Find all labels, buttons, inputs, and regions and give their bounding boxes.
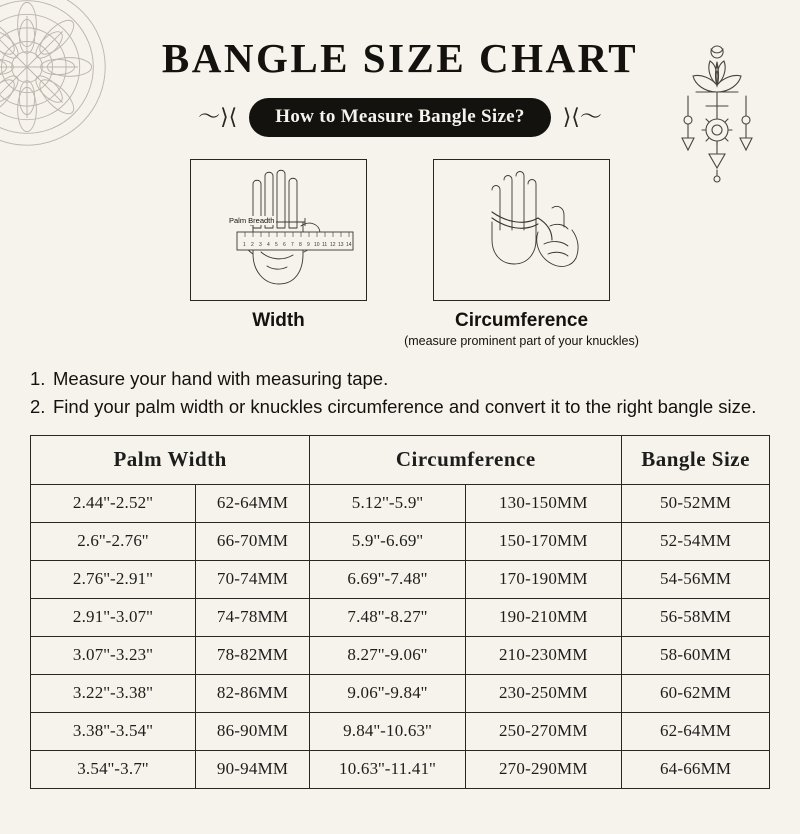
table-cell: 3.38''-3.54'' [31,713,196,751]
table-cell: 66-70MM [195,523,310,561]
figures-row [0,159,800,348]
table-cell: 2.6''-2.76'' [31,523,196,561]
table-cell: 82-86MM [195,675,310,713]
table-cell: 86-90MM [195,713,310,751]
table-cell: 74-78MM [195,599,310,637]
svg-text:11: 11 [322,242,328,248]
hand-with-ruler-illustration [190,159,367,301]
table-cell: 250-270MM [465,713,622,751]
table-cell: 2.76''-2.91'' [31,561,196,599]
step-text: Measure your hand with measuring tape. [53,368,389,389]
svg-text:12: 12 [330,242,336,248]
instruction-step [30,394,770,420]
instruction-step [30,366,770,392]
page-title: BANGLE SIZE CHART [161,35,639,81]
table-cell: 170-190MM [465,561,622,599]
table-cell: 9.06''-9.84'' [310,675,465,713]
svg-text:6: 6 [283,242,286,248]
figure-circumference-note: (measure prominent part of your knuckles) [404,334,639,348]
table-cell: 5.9''-6.69'' [310,523,465,561]
table-body [31,485,770,789]
column-header-bangle-size: Bangle Size [622,436,770,485]
svg-text:9: 9 [307,242,310,248]
table-row [31,675,770,713]
column-header-circumference: Circumference [310,436,622,485]
table-cell: 2.44''-2.52'' [31,485,196,523]
table-row [31,637,770,675]
figure-circumference-caption: Circumference [454,310,589,331]
step-number: 2. [30,395,46,417]
table-cell: 150-170MM [465,523,622,561]
table-row [31,751,770,789]
svg-text:10: 10 [314,242,320,248]
table-cell: 3.54''-3.7'' [31,751,196,789]
table-cell: 2.91''-3.07'' [31,599,196,637]
table-cell: 10.63''-11.41'' [310,751,465,789]
table-row [31,485,770,523]
svg-text:7: 7 [291,242,294,248]
hand-tape-drawing [434,160,609,300]
figure-width-caption: Width [252,310,305,331]
hand-ruler-drawing [191,160,366,300]
table-cell: 62-64MM [195,485,310,523]
table-row [31,523,770,561]
how-to-measure-pill: How to Measure Bangle Size? [249,98,550,137]
table-header-row [31,436,770,485]
table-cell: 78-82MM [195,637,310,675]
step-text: Find your palm width or knuckles circumference and convert it to the right bangle size. [53,395,757,417]
table-cell: 58-60MM [622,637,770,675]
table-cell: 230-250MM [465,675,622,713]
table-cell: 8.27''-9.06'' [310,637,465,675]
table-cell: 6.69''-7.48'' [310,561,465,599]
column-header-palm-width: Palm Width [31,436,310,485]
table-row [31,713,770,751]
table-cell: 9.84''-10.63'' [310,713,465,751]
swirl-left-icon: 〜⟩⟨ [198,104,238,130]
bangle-size-table [30,435,770,789]
subtitle-row [0,98,800,137]
svg-text:1: 1 [243,242,246,248]
svg-text:5: 5 [275,242,278,248]
table-cell: 62-64MM [622,713,770,751]
table-cell: 3.07''-3.23'' [31,637,196,675]
table-row [31,599,770,637]
svg-text:13: 13 [338,242,344,248]
table-cell: 70-74MM [195,561,310,599]
table-cell: 56-58MM [622,599,770,637]
instructions-list [30,366,770,419]
table-cell: 5.12''-5.9'' [310,485,465,523]
hand-with-tape-illustration [433,159,610,301]
svg-text:2: 2 [251,242,254,248]
table-cell: 52-54MM [622,523,770,561]
table-cell: 210-230MM [465,637,622,675]
table-cell: 54-56MM [622,561,770,599]
table-cell: 190-210MM [465,599,622,637]
table-cell: 3.22''-3.38'' [31,675,196,713]
svg-text:8: 8 [299,242,302,248]
table-cell: 90-94MM [195,751,310,789]
table-cell: 50-52MM [622,485,770,523]
svg-text:14: 14 [346,242,352,248]
figure-circumference [404,159,639,348]
palm-breadth-label: Palm Breadth [229,216,275,225]
table-row [31,561,770,599]
swirl-right-icon: ⟩⟨〜 [562,104,602,130]
table-cell: 60-62MM [622,675,770,713]
step-number: 1. [30,368,46,389]
table-cell: 130-150MM [465,485,622,523]
table-cell: 270-290MM [465,751,622,789]
figure-width [191,159,366,348]
svg-text:4: 4 [267,242,270,248]
table-cell: 64-66MM [622,751,770,789]
table-cell: 7.48''-8.27'' [310,599,465,637]
svg-text:3: 3 [259,242,262,248]
